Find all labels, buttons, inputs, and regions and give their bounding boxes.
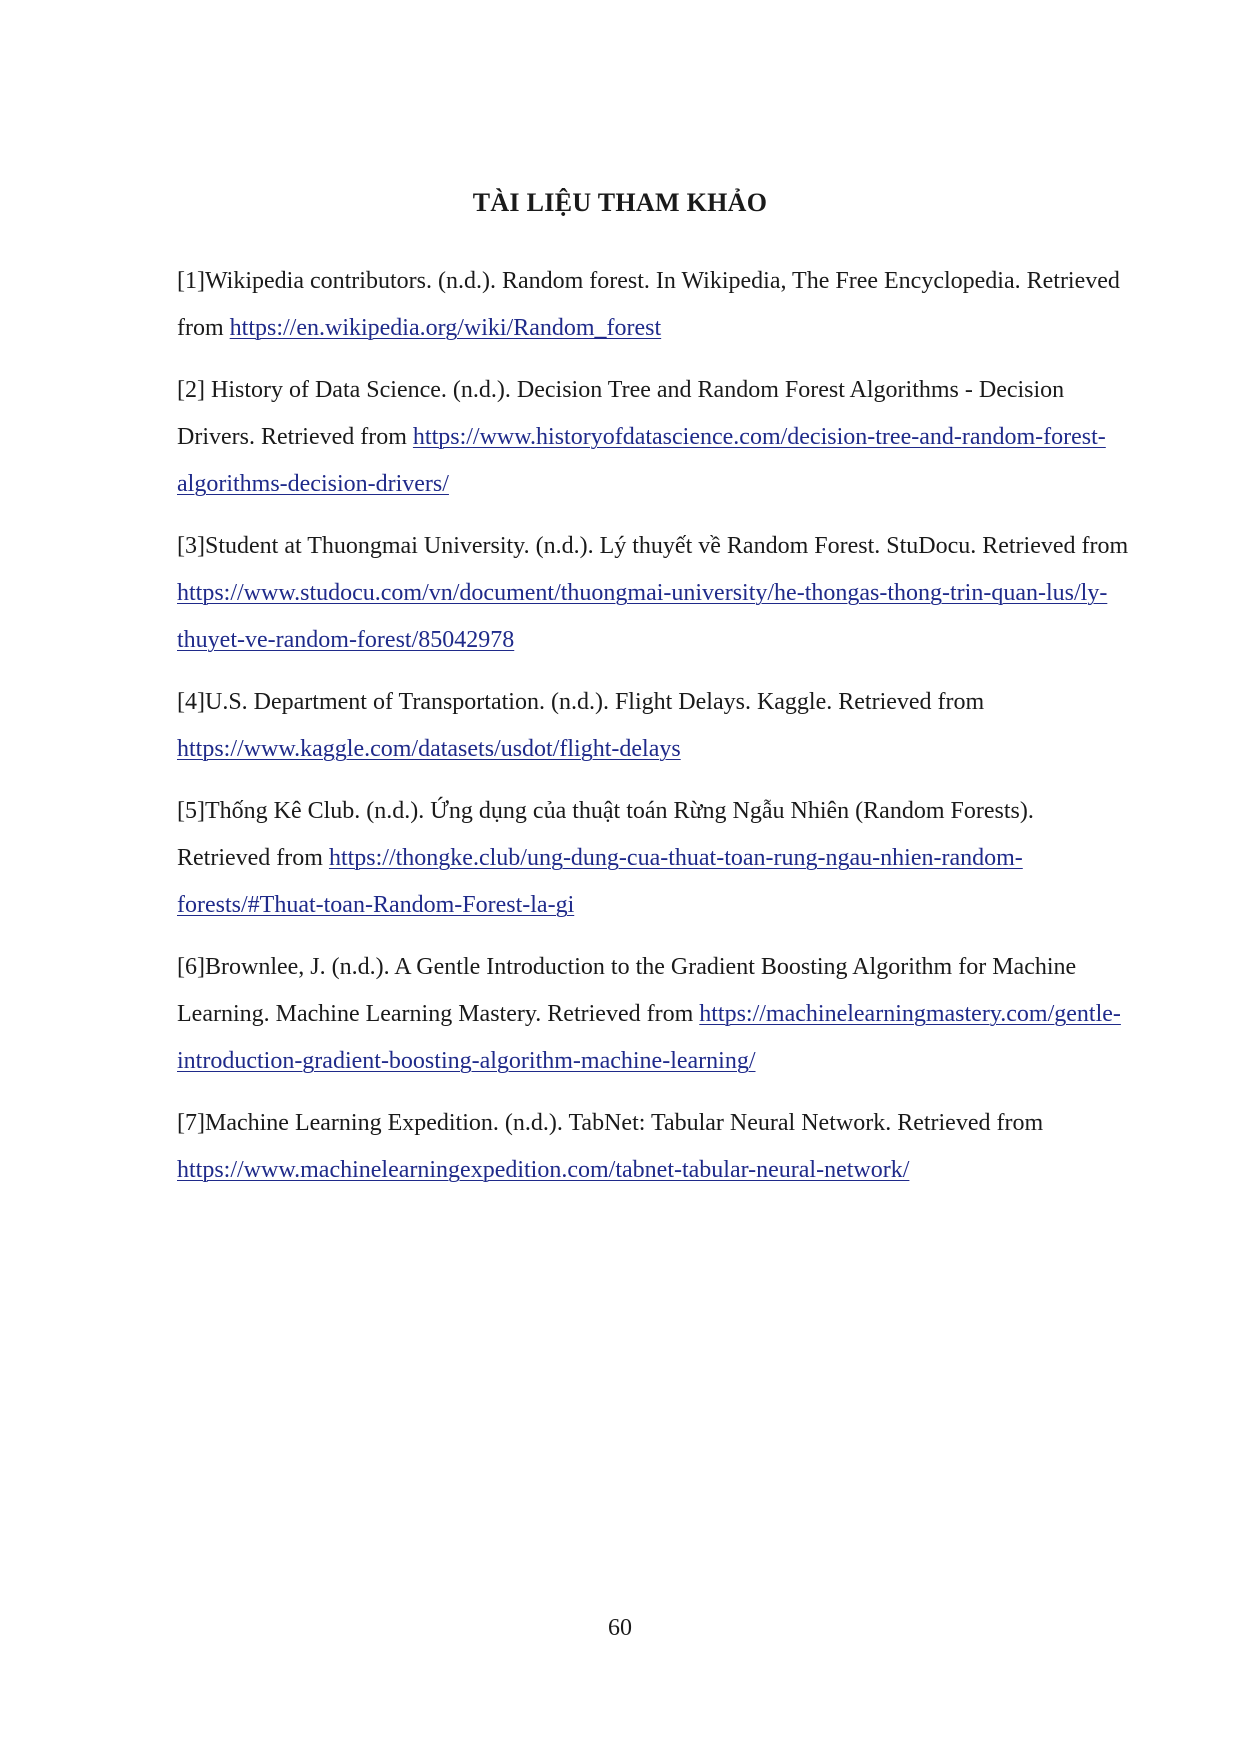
reference-text: [3]Student at Thuongmai University. (n.d.). Lý thuyết về Random Forest. StuDocu. Retrieved from bbox=[177, 533, 1129, 559]
reference-item-6 bbox=[177, 944, 1132, 1085]
reference-text: [7]Machine Learning Expedition. (n.d.). TabNet: Tabular Neural Network. Retrieved from bbox=[177, 1110, 1044, 1136]
reference-link[interactable]: https://www.machinelearningexpedition.com/tabnet-tabular-neural-network/ bbox=[177, 1157, 910, 1183]
reference-link[interactable]: https://machinelearningmastery.com/gentle-introduction-gradient-boosting-algorithm-machine-learning/ bbox=[177, 1001, 1121, 1074]
reference-link[interactable]: https://en.wikipedia.org/wiki/Random_forest bbox=[229, 315, 662, 341]
reference-link[interactable]: https://thongke.club/ung-dung-cua-thuat-toan-rung-ngau-nhien-random-forests/#Thuat-toan-Random-Forest-la-gi bbox=[177, 845, 1023, 918]
reference-text: [2] History of Data Science. (n.d.). Decision Tree and Random Forest Algorithms - Decision Drivers. Retrieved from bbox=[177, 377, 1065, 450]
reference-link[interactable]: https://www.kaggle.com/datasets/usdot/flight-delays bbox=[177, 736, 681, 762]
reference-item-7 bbox=[177, 1100, 1132, 1194]
reference-text: [6]Brownlee, J. (n.d.). A Gentle Introduction to the Gradient Boosting Algorithm for Machine Learning. Machine Learning Mastery. Retrieved from bbox=[177, 954, 1077, 1027]
reference-text: [5]Thống Kê Club. (n.d.). Ứng dụng của thuật toán Rừng Ngẫu Nhiên (Random Forests). Retrieved from bbox=[177, 798, 1034, 871]
reference-text: [1]Wikipedia contributors. (n.d.). Random forest. In Wikipedia, The Free Encyclopedia. Retrieved from bbox=[177, 268, 1120, 341]
reference-item-3 bbox=[177, 523, 1132, 664]
reference-item-5 bbox=[177, 788, 1132, 929]
reference-text: [4]U.S. Department of Transportation. (n.d.). Flight Delays. Kaggle. Retrieved from bbox=[177, 689, 985, 715]
page-number: 60 bbox=[608, 1615, 632, 1641]
reference-item-2 bbox=[177, 367, 1132, 508]
reference-item-4 bbox=[177, 679, 1132, 773]
reference-link[interactable]: https://www.historyofdatascience.com/decision-tree-and-random-forest-algorithms-decision-drivers/ bbox=[177, 424, 1106, 497]
reference-item-1 bbox=[177, 258, 1132, 352]
reference-list bbox=[177, 258, 1132, 1209]
page-title: TÀI LIỆU THAM KHẢO bbox=[472, 188, 768, 217]
reference-link[interactable]: https://www.studocu.com/vn/document/thuongmai-university/he-thongas-thong-trin-quan-lus/ly-thuyet-ve-random-forest/85042978 bbox=[177, 580, 1108, 653]
